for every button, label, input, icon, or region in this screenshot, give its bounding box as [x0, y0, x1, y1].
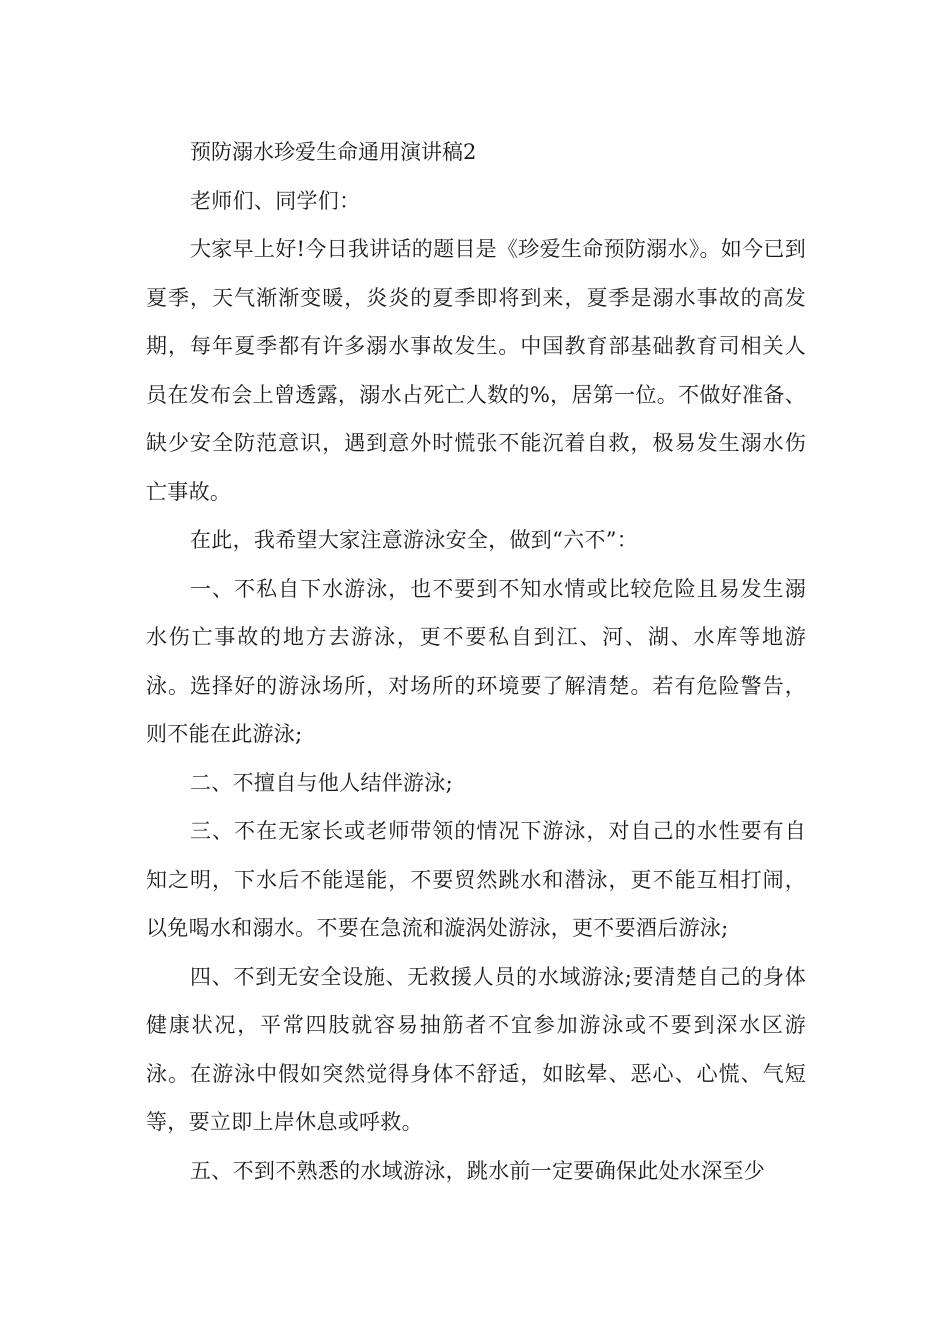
paragraph-rule-5: 五、不到不熟悉的水域游泳，跳水前一定要确保此处水深至少 [190, 1158, 766, 1183]
paragraph-six-rules: 在此，我希望大家注意游泳安全，做到“六不”： [190, 528, 639, 552]
greeting: 老师们、同学们： [190, 188, 361, 213]
paragraph-rule-1: 一、不私自下水游泳，也不要到不知水情或比较危险且易发生溺水伤亡事故的地方去游泳，更不要私自到江、河、湖、水库等地游泳。选择好的游泳场所，对场所的环境要了解清楚。若有危险警告，则不能在此游泳; [146, 576, 806, 746]
paragraph-rule-3: 三、不在无家长或老师带领的情况下游泳，对自己的水性要有自知之明，下水后不能逞能，不要贸然跳水和潜泳，更不能互相打闹，以免喝水和溺水。不要在急流和漩涡处游泳，更不要酒后游泳; [146, 819, 806, 940]
paragraph-rule-4: 四、不到无安全设施、无救援人员的水域游泳;要清楚自己的身体健康状况，平常四肢就容易抽筋者不宜参加游泳或不要到深水区游泳。在游泳中假如突然觉得身体不舒适，如眩晕、恶心、心慌、气短等，要立即上岸休息或呼救。 [146, 964, 806, 1134]
paragraph-intro: 大家早上好!今日我讲话的题目是《珍爱生命预防溺水》。如今已到夏季，天气渐渐变暖，炎炎的夏季即将到来，夏季是溺水事故的高发期，每年夏季都有许多溺水事故发生。中国教育部基础教育司相关人员在发布会上曾透露，溺水占死亡人数的%，居第一位。不做好准备、缺少安全防范意识，遇到意外时慌张不能沉着自救，极易发生溺水伤亡事故。 [146, 237, 806, 504]
document-title: 预防溺水珍爱生命通用演讲稿2 [190, 140, 477, 164]
document-body [146, 128, 806, 1195]
paragraph-rule-2: 二、不擅自与他人结伴游泳; [190, 770, 453, 795]
